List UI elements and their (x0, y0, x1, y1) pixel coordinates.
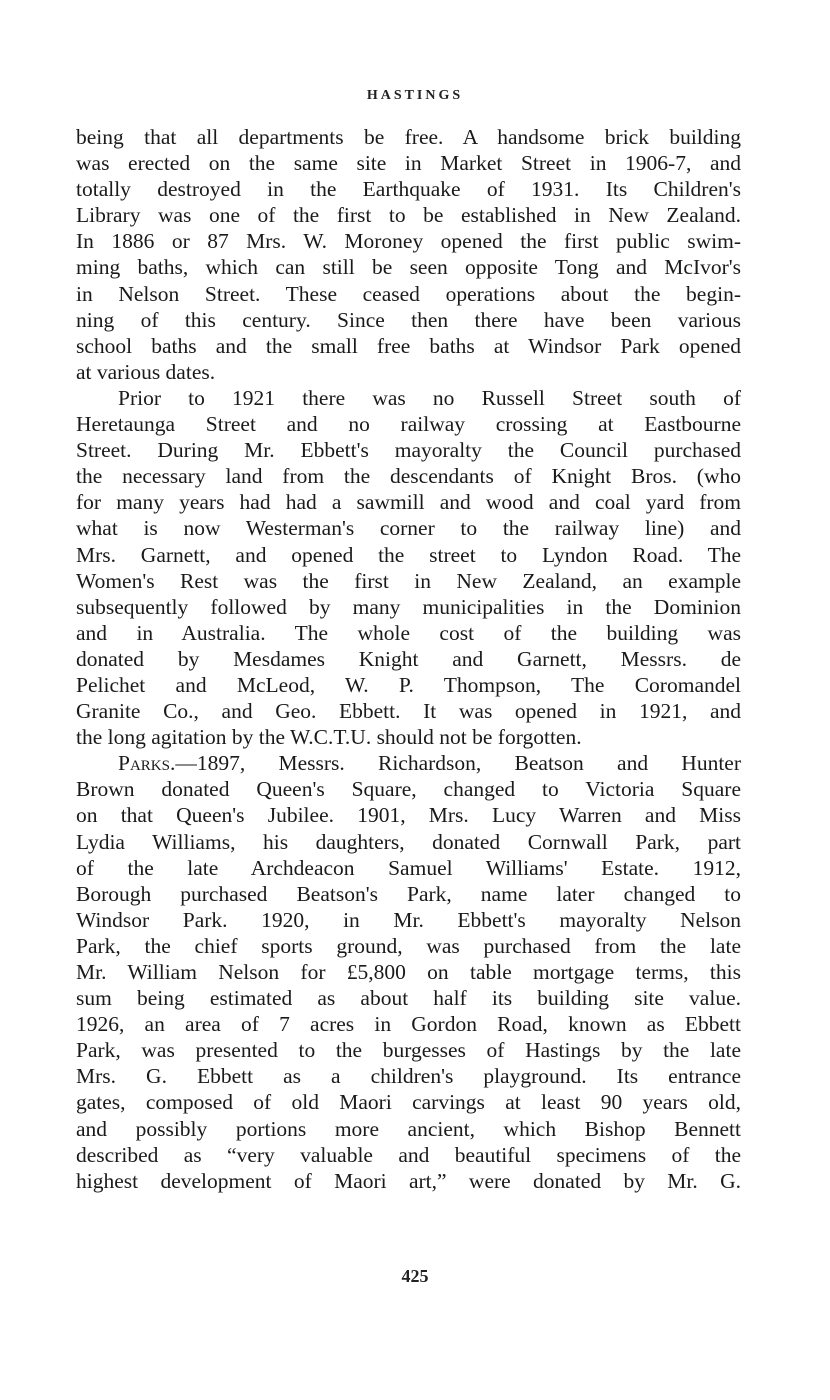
text-line: Windsor Park. 1920, in Mr. Ebbett's mayoralty Nelson (76, 907, 741, 932)
text-line: Borough purchased Beatson's Park, name later changed to (76, 881, 741, 906)
text-line: ming baths, which can still be seen opposite Tong and McIvor's (76, 255, 741, 280)
text-line: Park, was presented to the burgesses of Hastings by the late (76, 1038, 741, 1063)
text-line: Street. During Mr. Ebbett's mayoralty the Council purchased (76, 438, 741, 463)
text-line: Park, the chief sports ground, was purchased from the late (76, 933, 741, 958)
page-number: 425 (401, 1266, 429, 1286)
parks-heading: Parks. (118, 751, 176, 776)
text-line: Prior to 1921 there was no Russell Street south of (118, 385, 741, 410)
text-line: of the late Archdeacon Samuel Williams' Estate. 1912, (76, 855, 741, 880)
text-line: Granite Co., and Geo. Ebbett. It was opened in 1921, and (76, 699, 741, 724)
text-line: on that Queen's Jubilee. 1901, Mrs. Lucy Warren and Miss (76, 803, 741, 828)
text-line: being that all departments be free. A handsome brick building (76, 125, 741, 149)
text-line: in Nelson Street. These ceased operations about the begin- (76, 281, 741, 306)
parks-paragraph-first-line (76, 750, 741, 776)
text-line: and in Australia. The whole cost of the building was (76, 620, 741, 645)
running-head: HASTINGS (366, 88, 464, 103)
text-line: totally destroyed in the Earthquake of 1931. Its Children's (76, 177, 741, 202)
text-line: Heretaunga Street and no railway crossing at Eastbourne (76, 412, 741, 437)
text-line: Library was one of the first to be established in New Zealand. (76, 203, 741, 228)
text-line: ning of this century. Since then there have been various (76, 307, 741, 332)
text-line: Mr. William Nelson for £5,800 on table mortgage terms, this (76, 960, 741, 984)
text-line: Pelichet and McLeod, W. P. Thompson, The Coromandel (76, 672, 741, 697)
text-line: In 1886 or 87 Mrs. W. Moroney opened the first public swim- (76, 229, 741, 254)
text-line: Mrs. G. Ebbett as a children's playground. Its entrance (76, 1064, 741, 1089)
text-line: donated by Mesdames Knight and Garnett, Messrs. de (76, 646, 741, 671)
text-line: was erected on the same site in Market Street in 1906-7, and (76, 151, 741, 176)
text-line: Lydia Williams, his daughters, donated Cornwall Park, part (76, 829, 741, 854)
text-line: highest development of Maori art,” were donated by Mr. G. (76, 1168, 741, 1193)
text-line: subsequently followed by many municipalities in the Dominion (76, 594, 741, 619)
text-line: what is now Westerman's corner to the railway line) and (76, 516, 741, 541)
text-line: Women's Rest was the first in New Zealand, an example (76, 568, 741, 593)
text-line: sum being estimated as about half its building site value. (76, 986, 741, 1011)
text-line: Mrs. Garnett, and opened the street to Lyndon Road. The (76, 542, 741, 567)
text-line: described as “very valuable and beautiful specimens of the (76, 1142, 741, 1167)
text-line: the necessary land from the descendants of Knight Bros. (who (76, 464, 741, 489)
text-line: school baths and the small free baths at Windsor Park opened (76, 333, 741, 358)
text-line: Brown donated Queen's Square, changed to Victoria Square (76, 777, 741, 802)
text-line: —1897, Messrs. Richardson, Beatson and Hunter (175, 751, 741, 776)
text-line: 1926, an area of 7 acres in Gordon Road, known as Ebbett (76, 1012, 741, 1037)
text-line: gates, composed of old Maori carvings at least 90 years old, (76, 1090, 741, 1115)
text-line: and possibly portions more ancient, which Bishop Bennett (76, 1116, 741, 1141)
body-text (76, 124, 741, 1194)
text-line: at various dates. (76, 359, 216, 384)
text-line: the long agitation by the W.C.T.U. should not be forgotten. (76, 725, 582, 750)
text-line: for many years had had a sawmill and wood and coal yard from (76, 490, 741, 515)
